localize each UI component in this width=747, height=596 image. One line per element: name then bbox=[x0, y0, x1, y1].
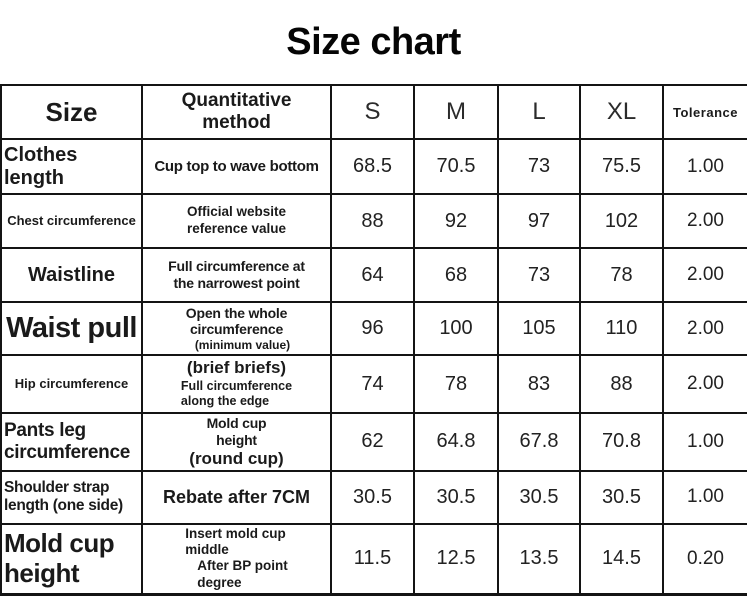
header-size: Size bbox=[1, 85, 142, 139]
row-label-text: Mold cup height bbox=[4, 527, 115, 588]
header-size-l: L bbox=[498, 85, 580, 139]
value-cell-xl: 30.5 bbox=[580, 471, 663, 524]
row-label bbox=[1, 524, 142, 594]
value-cell-l: 83 bbox=[498, 355, 580, 413]
value-cell-s: 11.5 bbox=[331, 524, 414, 594]
value-cell-s: 74 bbox=[331, 355, 414, 413]
value-cell-xl: 75.5 bbox=[580, 139, 663, 194]
method-cell bbox=[142, 471, 331, 524]
header-quantitative-method: Quantitative method bbox=[142, 85, 331, 139]
method-cell bbox=[142, 355, 331, 413]
method-line: Cup top to wave bottom bbox=[154, 157, 319, 175]
method-line: Open the whole bbox=[185, 304, 288, 321]
value-cell-xl: 110 bbox=[580, 302, 663, 355]
value-cell-l: 30.5 bbox=[498, 471, 580, 524]
value-cell-xl: 14.5 bbox=[580, 524, 663, 594]
row-label-text: Waist pull bbox=[6, 311, 137, 344]
value-cell-xl: 88 bbox=[580, 355, 663, 413]
value-cell-l: 13.5 bbox=[498, 524, 580, 594]
row-label bbox=[1, 302, 142, 355]
header-row bbox=[1, 85, 747, 139]
method-line: middle bbox=[185, 542, 229, 558]
method-cell bbox=[142, 139, 331, 194]
header-size-s: S bbox=[331, 85, 414, 139]
title-bar bbox=[0, 0, 747, 84]
method-line: height bbox=[216, 431, 257, 448]
page-title: Size chart bbox=[286, 20, 461, 63]
method-line: Mold cup bbox=[206, 415, 267, 431]
table-row-clothes-length bbox=[1, 139, 747, 194]
value-cell-m: 78 bbox=[414, 355, 498, 413]
method-line: along the edge bbox=[180, 393, 270, 408]
value-cell-m: 64.8 bbox=[414, 413, 498, 471]
row-label bbox=[1, 355, 142, 413]
table-row-shoulder-strap-length bbox=[1, 471, 747, 524]
method-lines-group bbox=[187, 204, 286, 236]
value-cell-m: 70.5 bbox=[414, 139, 498, 194]
method-line: Full circumference at bbox=[168, 258, 305, 275]
method-line: (brief briefs) bbox=[186, 358, 287, 378]
table-row-mold-cup-height bbox=[1, 524, 747, 594]
row-label-text: Clothes length bbox=[4, 143, 78, 189]
tolerance-cell: 1.00 bbox=[663, 471, 747, 524]
header-size-m: M bbox=[414, 85, 498, 139]
tolerance-cell: 1.00 bbox=[663, 413, 747, 471]
tolerance-cell: 2.00 bbox=[663, 355, 747, 413]
value-cell-l: 73 bbox=[498, 248, 580, 302]
table-row-pants-leg-circumference bbox=[1, 413, 747, 471]
method-line: (minimum value) bbox=[194, 338, 291, 353]
value-cell-m: 68 bbox=[414, 248, 498, 302]
method-line: Full circumference bbox=[180, 378, 293, 393]
method-cell bbox=[142, 248, 331, 302]
table-row-hip-circumference bbox=[1, 355, 747, 413]
method-line: Insert mold cup bbox=[185, 525, 286, 541]
method-lines-group bbox=[181, 379, 292, 409]
value-cell-l: 97 bbox=[498, 194, 580, 248]
method-cell bbox=[142, 413, 331, 471]
table-row-waist-pull bbox=[1, 302, 747, 355]
method-line: Rebate after 7CM bbox=[162, 486, 311, 507]
tolerance-cell: 0.20 bbox=[663, 524, 747, 594]
value-cell-m: 12.5 bbox=[414, 524, 498, 594]
value-cell-s: 68.5 bbox=[331, 139, 414, 194]
tolerance-cell: 2.00 bbox=[663, 194, 747, 248]
row-label-text: Waistline bbox=[27, 263, 116, 286]
method-line: circumference bbox=[189, 321, 284, 338]
method-cell bbox=[142, 524, 331, 594]
value-cell-s: 96 bbox=[331, 302, 414, 355]
row-label-text: Pants leg circumference bbox=[4, 420, 131, 463]
tolerance-cell: 1.00 bbox=[663, 139, 747, 194]
method-cell bbox=[142, 194, 331, 248]
row-label bbox=[1, 248, 142, 302]
value-cell-xl: 102 bbox=[580, 194, 663, 248]
row-label-text: Hip circumference bbox=[14, 375, 129, 391]
row-label bbox=[1, 471, 142, 524]
value-cell-l: 73 bbox=[498, 139, 580, 194]
method-line: Official website bbox=[186, 204, 286, 220]
method-line: degree bbox=[197, 574, 242, 590]
value-cell-xl: 70.8 bbox=[580, 413, 663, 471]
method-lines-group bbox=[185, 526, 288, 591]
tolerance-cell: 2.00 bbox=[663, 302, 747, 355]
value-cell-s: 88 bbox=[331, 194, 414, 248]
row-label bbox=[1, 413, 142, 471]
header-tolerance: Tolerance bbox=[663, 85, 747, 139]
value-cell-s: 62 bbox=[331, 413, 414, 471]
row-label bbox=[1, 194, 142, 248]
value-cell-s: 64 bbox=[331, 248, 414, 302]
tolerance-cell: 2.00 bbox=[663, 248, 747, 302]
method-line: reference value bbox=[186, 220, 287, 236]
row-label-text: Shoulder strap length (one side) bbox=[4, 479, 123, 515]
value-cell-xl: 78 bbox=[580, 248, 663, 302]
value-cell-m: 100 bbox=[414, 302, 498, 355]
header-size-xl: XL bbox=[580, 85, 663, 139]
method-line: (round cup) bbox=[189, 448, 284, 468]
value-cell-m: 92 bbox=[414, 194, 498, 248]
value-cell-m: 30.5 bbox=[414, 471, 498, 524]
value-cell-s: 30.5 bbox=[331, 471, 414, 524]
table-row-chest-circumference bbox=[1, 194, 747, 248]
method-line: the narrowest point bbox=[173, 275, 300, 291]
method-line: After BP point bbox=[197, 558, 288, 574]
size-chart-table bbox=[0, 84, 747, 596]
table-row-waistline bbox=[1, 248, 747, 302]
method-cell bbox=[142, 302, 331, 355]
value-cell-l: 67.8 bbox=[498, 413, 580, 471]
value-cell-l: 105 bbox=[498, 302, 580, 355]
row-label bbox=[1, 139, 142, 194]
row-label-text: Chest circumference bbox=[7, 212, 136, 228]
